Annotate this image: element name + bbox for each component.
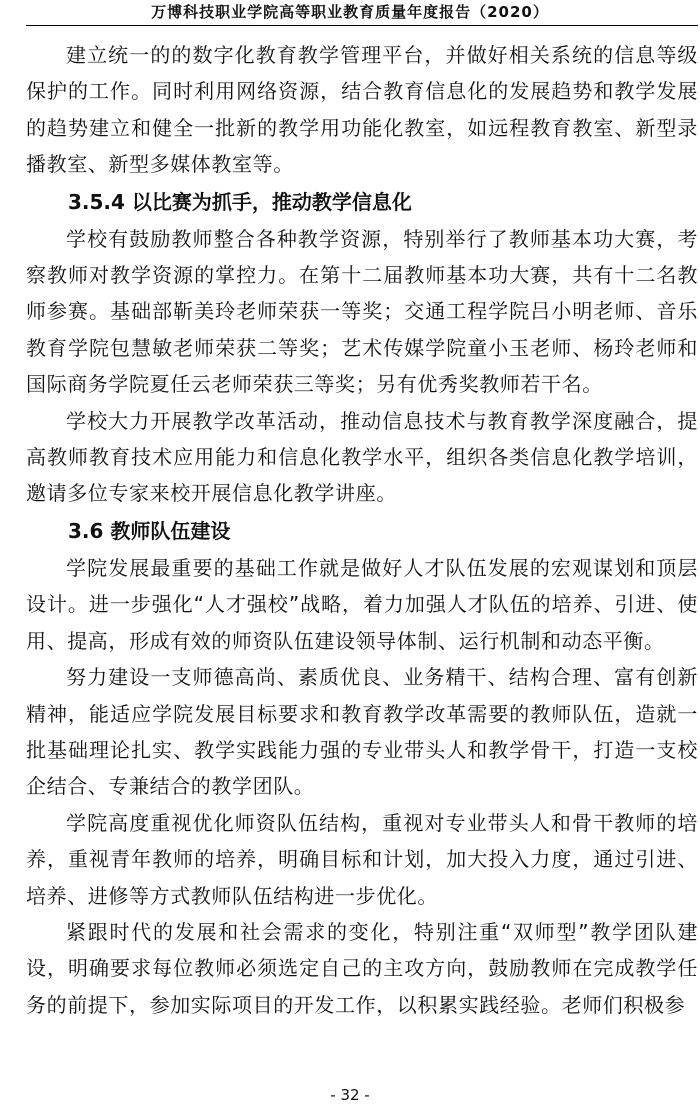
paragraph: 努力建设一支师德高尚、素质优良、业务精干、结构合理、富有创新精神，能适应学院发展目标要求和教育教学改革需要的教师队伍，造就一批基础理论扎实、教学实践能力强的专业带头人和教学骨干，打造一支校企结合、专兼结合的教学团队。	[26, 665, 698, 799]
page-body	[26, 37, 698, 1023]
page-header: 万博科技职业学院高等职业教育质量年度报告（2020）	[151, 3, 549, 21]
section-heading: 3.5.4 以比赛为抓手，推动教学信息化	[68, 189, 412, 214]
header-divider	[26, 25, 698, 26]
paragraph: 学校大力开展教学改革活动，推动信息技术与教育教学深度融合，提高教师教育技术应用能力和信息化教学水平，组织各类信息化教学培训，邀请多位专家来校开展信息化教学讲座。	[26, 408, 698, 506]
page-number: - 32 -	[330, 1086, 370, 1104]
paragraph: 学校有鼓励教师整合各种教学资源，特别举行了教师基本功大赛，考察教师对教学资源的掌控力。在第十二届教师基本功大赛，共有十二名教师参赛。基础部靳美玲老师荣获一等奖；交通工程学院吕小明老师、音乐教育学院包慧敏老师荣获二等奖；艺术传媒学院童小玉老师、杨玲老师和国际商务学院夏任云老师荣获三等奖；另有优秀奖教师若干名。	[26, 226, 698, 397]
paragraph: 学院发展最重要的基础工作就是做好人才队伍发展的宏观谋划和顶层设计。进一步强化“人才强校”战略，着力加强人才队伍的培养、引进、使用、提高，形成有效的师资队伍建设领导体制、运行机制和动态平衡。	[26, 555, 698, 653]
paragraph: 学院高度重视优化师资队伍结构，重视对专业带头人和骨干教师的培养，重视青年教师的培养，明确目标和计划，加大投入力度，通过引进、培养、进修等方式教师队伍结构进一步优化。	[26, 810, 698, 908]
paragraph: 紧跟时代的发展和社会需求的变化，特别注重“双师型”教学团队建设，明确要求每位教师必须选定自己的主攻方向，鼓励教师在完成教学任务的前提下，参加实际项目的开发工作，以积累实践经验。老师们积极参	[26, 919, 698, 1017]
section-heading: 3.6 教师队伍建设	[68, 518, 231, 543]
paragraph: 建立统一的的数字化教育教学管理平台，并做好相关系统的信息等级保护的工作。同时利用网络资源，结合教育信息化的发展趋势和教学发展的趋势建立和健全一批新的教学用功能化教室，如远程教育教室、新型录播教室、新型多媒体教室等。	[26, 43, 698, 177]
